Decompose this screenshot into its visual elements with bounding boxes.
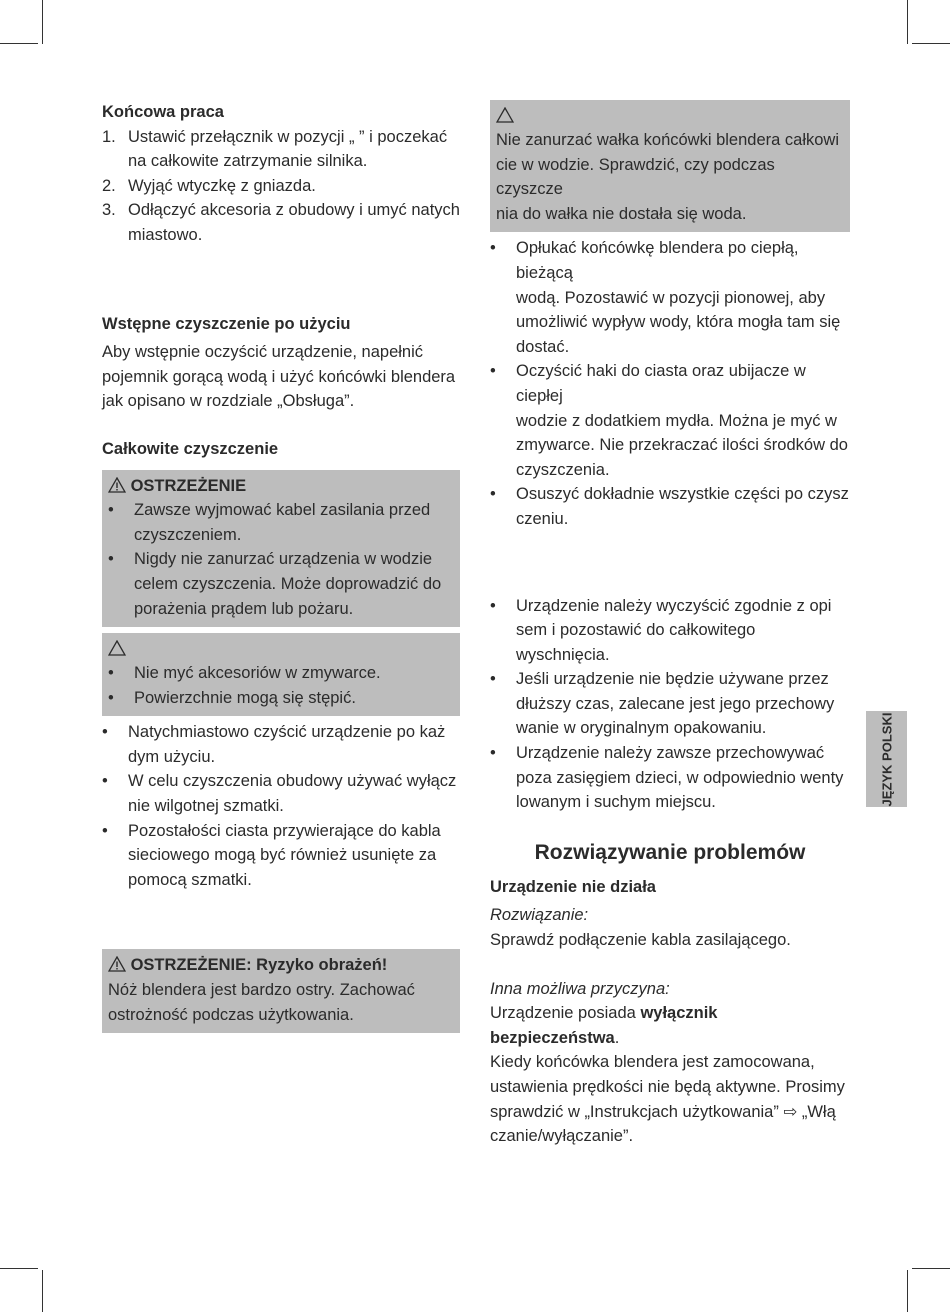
step-number: 2. (102, 176, 116, 195)
crop-mark (0, 1268, 38, 1269)
list-item: • Pozostałości ciasta przywierające do kabla sieciowego mogą być również usunięte za pomocą szmatki. (102, 821, 441, 889)
crop-mark (42, 0, 43, 44)
crop-mark (0, 43, 38, 44)
line: porażenia prądem lub pożaru. (134, 599, 354, 618)
line: wodzie z dodatkiem mydła. Można je myć w (516, 411, 837, 430)
line: jak opisano w rozdziale „Obsługa”. (102, 392, 355, 411)
line: miastowo. (128, 225, 203, 244)
list-item: • Osuszyć dokładnie wszystkie części po czysz czeniu. (490, 485, 849, 528)
line: wodą. Pozostawić w pozycji pionowej, aby (516, 288, 826, 307)
line: Jeśli urządzenie nie będzie używane przez (516, 670, 829, 689)
solution-text: Sprawdź podłączenie kabla zasilającego. (490, 931, 791, 950)
line: Nigdy nie zanurzać urządzenia w wodzie (134, 550, 433, 569)
line: Zawsze wyjmować kabel zasilania przed (134, 501, 431, 520)
line: Osuszyć dokładnie wszystkie części po czysz (516, 485, 849, 504)
line: Natychmiastowo czyścić urządzenie po każ (128, 723, 446, 742)
warning-title: OSTRZEŻENIE (130, 476, 247, 495)
line: Powierzchnie mogą się stępić. (134, 688, 356, 707)
line: Wyjąć wtyczkę z gniazda. (128, 176, 316, 195)
text-run: „Włą (797, 1102, 836, 1121)
language-label: JĘZYK POLSKI (879, 712, 895, 806)
line: Opłukać końcówkę blendera po ciepłą, bieżącą (516, 239, 799, 282)
list-item: • Powierzchnie mogą się stępić. (108, 688, 356, 707)
line: na całkowite zatrzymanie silnika. (128, 152, 368, 171)
solution-label: Rozwiązanie: (490, 906, 589, 925)
wstepne-paragraph (102, 340, 460, 414)
line: poza zasięgiem dzieci, w odpowiednio wenty (516, 768, 844, 787)
line: Aby wstępnie oczyścić urządzenie, napełnić (102, 343, 424, 362)
line: dostać. (516, 337, 570, 356)
list-item: • Nie myć akcesoriów w zmywarce. (108, 664, 381, 683)
list-item: • Jeśli urządzenie nie będzie używane przez dłuższy czas, zalecane jest jego przechowy wanie w oryginalnym opakowaniu. (490, 670, 835, 738)
list-item (102, 174, 460, 199)
list-item: • Natychmiastowo czyścić urządzenie po każ dym użyciu. (102, 723, 446, 766)
line: czeniu. (516, 509, 569, 528)
language-side-tab (866, 711, 907, 807)
line: sem i pozostawić do całkowitego wyschnięcia. (516, 621, 756, 664)
line: Ustawić przełącznik w pozycji „ ” i poczekać (128, 127, 448, 146)
line: sieciowego mogą być również usunięte za (128, 846, 437, 865)
line: nia do wałka nie dostała się woda. (496, 204, 747, 223)
line: zmywarce. Nie przekraczać ilości środków do (516, 436, 848, 455)
step-number: 3. (102, 201, 116, 220)
line: czyszczeniem. (134, 525, 242, 544)
storage-bullets (490, 594, 850, 815)
reference-arrow-icon: ⇨ (783, 1102, 798, 1121)
line: pojemnik gorącą wodą i użyć końcówki blendera (102, 367, 456, 386)
crop-mark (907, 0, 908, 44)
line: dłuższy czas, zalecane jest jego przechowy (516, 694, 835, 713)
text-run: sprawdzić w „Instrukcjach użytkowania” (490, 1102, 784, 1121)
heading-koncowa-praca: Końcowa praca (102, 103, 224, 121)
step-number: 1. (102, 127, 116, 146)
warning-title: OSTRZEŻENIE: Ryzyko obrażeń! (130, 956, 388, 975)
rinse-bullets (490, 236, 850, 531)
line: Odłączyć akcesoria z obudowy i umyć natych (128, 201, 460, 220)
warning-triangle-icon (108, 956, 126, 972)
line: W celu czyszczenia obudowy używać wyłącz (128, 772, 457, 791)
caution-box (102, 633, 460, 716)
cleaning-bullets (102, 720, 460, 892)
other-cause-text (490, 1001, 850, 1149)
text-run: . (614, 1028, 620, 1047)
crop-mark (912, 1268, 950, 1269)
list-item: • Urządzenie należy zawsze przechowywać poza zasięgiem dzieci, w odpowiednio wenty lowanym i suchym miejscu. (490, 744, 844, 812)
line: czanie/wyłączanie”. (490, 1127, 634, 1146)
line: Nie myć akcesoriów w zmywarce. (134, 664, 381, 683)
section-title-troubleshooting: Rozwiązywanie problemów (534, 840, 806, 864)
line: ustawienia prędkości nie będą aktywne. Prosimy (490, 1078, 845, 1096)
heading-wstepne-czyszczenie: Wstępne czyszczenie po użyciu (102, 314, 351, 333)
line: wanie w oryginalnym opakowaniu. (516, 719, 767, 738)
warning-list (108, 498, 454, 621)
list-item (102, 198, 460, 247)
line: Nóż blendera jest bardzo ostry. Zachować (108, 981, 415, 1000)
line: pomocą szmatki. (128, 870, 252, 889)
crop-mark (912, 43, 950, 44)
list-item: • W celu czyszczenia obudowy używać wyłącz nie wilgotnej szmatki. (102, 772, 457, 816)
warning-box (102, 470, 460, 628)
line: czyszczenia. (516, 460, 610, 479)
list-item: • Urządzenie należy wyczyścić zgodnie z opi sem i pozostawić do całkowitego wyschnięcia. (490, 596, 832, 664)
line: umożliwić wypływ wody, która mogła tam się (516, 313, 841, 332)
left-column (102, 100, 460, 1033)
line: Urządzenie należy wyczyścić zgodnie z opi (516, 596, 832, 615)
crop-mark (907, 1270, 908, 1312)
subheading-device-not-working: Urządzenie nie działa (490, 877, 656, 896)
line: Oczyścić haki do ciasta oraz ubijacze w ciepłej (516, 362, 806, 405)
list-item: • Zawsze wyjmować kabel zasilania przed czyszczeniem. (108, 501, 431, 544)
list-item: • Opłukać końcówkę blendera po ciepłą, bieżącą wodą. Pozostawić w pozycji pionowej, aby umożliwić wypływ wody, która mogła tam się dostać. (490, 239, 841, 356)
warning-triangle-icon (108, 477, 126, 493)
line: ostrożność podczas użytkowania. (108, 1005, 354, 1024)
caution-box (490, 100, 850, 232)
line: Nie zanurzać wałka końcówki blendera całkowi (496, 131, 839, 149)
line: nie wilgotnej szmatki. (128, 797, 284, 816)
line: Kiedy końcówka blendera jest zamocowana, (490, 1053, 815, 1072)
line: dym użyciu. (128, 747, 216, 766)
injury-warning-box (102, 949, 460, 1033)
line: cie w wodzie. Sprawdzić, czy podczas czyszcze (496, 155, 775, 199)
line: lowanym i suchym miejscu. (516, 793, 716, 812)
list-item: • Oczyścić haki do ciasta oraz ubijacze w ciepłej wodzie z dodatkiem mydła. Można je myć w zmywarce. Nie przekraczać ilości środków do czyszczenia. (490, 362, 848, 479)
list-item: • Nigdy nie zanurzać urządzenia w wodzie celem czyszczenia. Może doprowadzić do porażenia prądem lub pożaru. (108, 550, 442, 618)
right-column (490, 100, 850, 1149)
caution-list (108, 661, 454, 710)
caution-triangle-icon (108, 640, 126, 656)
koncowa-steps (102, 125, 460, 248)
text-run: Urządzenie posiada (490, 1004, 641, 1023)
caution-triangle-icon (496, 107, 514, 123)
crop-mark (42, 1270, 43, 1312)
list-item (102, 125, 460, 174)
other-cause-label: Inna możliwa przyczyna: (490, 979, 670, 998)
line: Pozostałości ciasta przywierające do kabla (128, 821, 441, 840)
safety-switch-bold: wyłącznik bezpieczeństwa (490, 1004, 718, 1047)
heading-calkowite-czyszczenie: Całkowite czyszczenie (102, 439, 279, 458)
line: Urządzenie należy zawsze przechowywać (516, 744, 825, 763)
line: celem czyszczenia. Może doprowadzić do (134, 574, 442, 593)
